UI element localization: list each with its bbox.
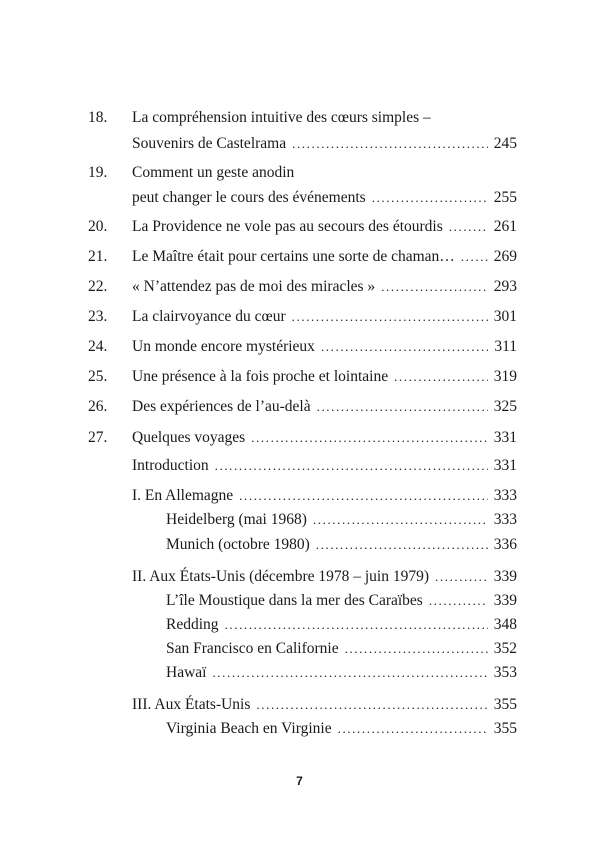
dot-leader <box>313 507 488 533</box>
toc-subentry-san-francisco <box>166 636 517 662</box>
entry-number: 24. <box>88 338 108 355</box>
entry-page: 355 <box>493 720 517 737</box>
dot-leader <box>212 660 487 686</box>
entry-number: 22. <box>88 278 108 295</box>
dot-leader <box>225 612 488 638</box>
entry-page: 333 <box>493 487 517 504</box>
entry-page: 301 <box>493 308 517 325</box>
entry-number: 27. <box>88 429 108 446</box>
dot-leader <box>435 564 488 590</box>
toc-entry-25 <box>132 364 517 390</box>
entry-page: 269 <box>493 248 517 265</box>
entry-title: II. Aux États-Unis (décembre 1978 – juin 1979) <box>132 568 430 585</box>
toc-entry-21 <box>132 244 517 270</box>
toc-subentry-redding <box>166 612 517 638</box>
dot-leader <box>449 214 488 240</box>
entry-page: 245 <box>493 135 517 152</box>
entry-number: 20. <box>88 218 108 235</box>
entry-title: I. En Allemagne <box>132 487 234 504</box>
toc-entry-24 <box>132 334 517 360</box>
toc-subentry-moustique <box>166 588 517 614</box>
entry-page: 331 <box>493 457 517 474</box>
entry-title: Redding <box>166 616 219 633</box>
entry-title: Une présence à la fois proche et lointaine <box>132 368 389 385</box>
entry-title: III. Aux États-Unis <box>132 696 251 713</box>
toc-subentry-virginia-beach <box>166 716 517 742</box>
dot-leader <box>394 364 488 390</box>
dot-leader <box>292 304 488 330</box>
toc-entry-20 <box>132 214 517 240</box>
dot-leader <box>256 692 487 718</box>
entry-number: 25. <box>88 368 108 385</box>
entry-page: 336 <box>493 536 517 553</box>
entry-title-line: La compréhension intuitive des cœurs simples – <box>132 109 431 126</box>
entry-title: Quelques voyages <box>132 429 246 446</box>
entry-title: San Francisco en Californie <box>166 640 339 657</box>
entry-page: 293 <box>493 278 517 295</box>
entry-page: 255 <box>493 189 517 206</box>
entry-title: L’île Moustique dans la mer des Caraïbes <box>166 592 423 609</box>
entry-page: 331 <box>493 429 517 446</box>
entry-page: 339 <box>493 592 517 609</box>
toc-subentry-etats-unis-2 <box>132 564 517 590</box>
toc-entry-22 <box>132 274 517 300</box>
toc-entry-19-leader <box>132 185 517 211</box>
entry-title: La clairvoyance du cœur <box>132 308 286 325</box>
dot-leader <box>461 244 488 270</box>
entry-page: 311 <box>494 338 517 355</box>
entry-title: La Providence ne vole pas au secours des étourdis <box>132 218 443 235</box>
toc-subentry-allemagne <box>132 483 517 509</box>
entry-number: 19. <box>88 164 108 181</box>
dot-leader <box>251 425 488 451</box>
dot-leader <box>292 131 488 157</box>
entry-page: 333 <box>493 511 517 528</box>
entry-title: « N’attendez pas de moi des miracles » <box>132 278 376 295</box>
entry-title: Heidelberg (mai 1968) <box>166 511 307 528</box>
toc-subentry-munich <box>166 532 517 558</box>
dot-leader <box>345 636 488 662</box>
entry-page: 353 <box>493 664 517 681</box>
entry-title: Munich (octobre 1980) <box>166 536 310 553</box>
dot-leader <box>372 185 488 211</box>
toc-subentry-hawai <box>166 660 517 686</box>
entry-title: Virginia Beach en Virginie <box>166 720 332 737</box>
entry-page: 352 <box>493 640 517 657</box>
entry-title: Souvenirs de Castelrama <box>132 135 287 152</box>
dot-leader <box>321 334 488 360</box>
entry-title: Des expériences de l’au-delà <box>132 398 311 415</box>
toc-subentry-etats-unis-3 <box>132 692 517 718</box>
entry-number: 26. <box>88 398 108 415</box>
toc-subentry-introduction <box>132 453 517 479</box>
dot-leader <box>239 483 488 509</box>
toc-entry-26 <box>132 394 517 420</box>
dot-leader <box>338 716 488 742</box>
toc-subentry-heidelberg <box>166 507 517 533</box>
dot-leader <box>381 274 488 300</box>
toc-entry-18-leader <box>132 131 517 157</box>
entry-page: 319 <box>493 368 517 385</box>
entry-title: Introduction <box>132 457 209 474</box>
entry-title: Le Maître était pour certains une sorte de chaman… <box>132 248 455 265</box>
entry-page: 325 <box>493 398 517 415</box>
toc-entry-27 <box>132 425 517 451</box>
entry-page: 339 <box>493 568 517 585</box>
dot-leader <box>317 394 488 420</box>
dot-leader <box>316 532 488 558</box>
entry-number: 21. <box>88 248 108 265</box>
page-number: 7 <box>296 774 303 788</box>
entry-number: 18. <box>88 109 108 126</box>
entry-number: 23. <box>88 308 108 325</box>
dot-leader <box>215 453 488 479</box>
entry-title: peut changer le cours des événements <box>132 189 366 206</box>
entry-title: Un monde encore mystérieux <box>132 338 315 355</box>
entry-page: 261 <box>493 218 517 235</box>
entry-title: Hawaï <box>166 664 207 681</box>
entry-title-line: Comment un geste anodin <box>132 164 295 181</box>
toc-entry-23 <box>132 304 517 330</box>
dot-leader <box>429 588 488 614</box>
entry-page: 348 <box>493 616 517 633</box>
entry-page: 355 <box>493 696 517 713</box>
